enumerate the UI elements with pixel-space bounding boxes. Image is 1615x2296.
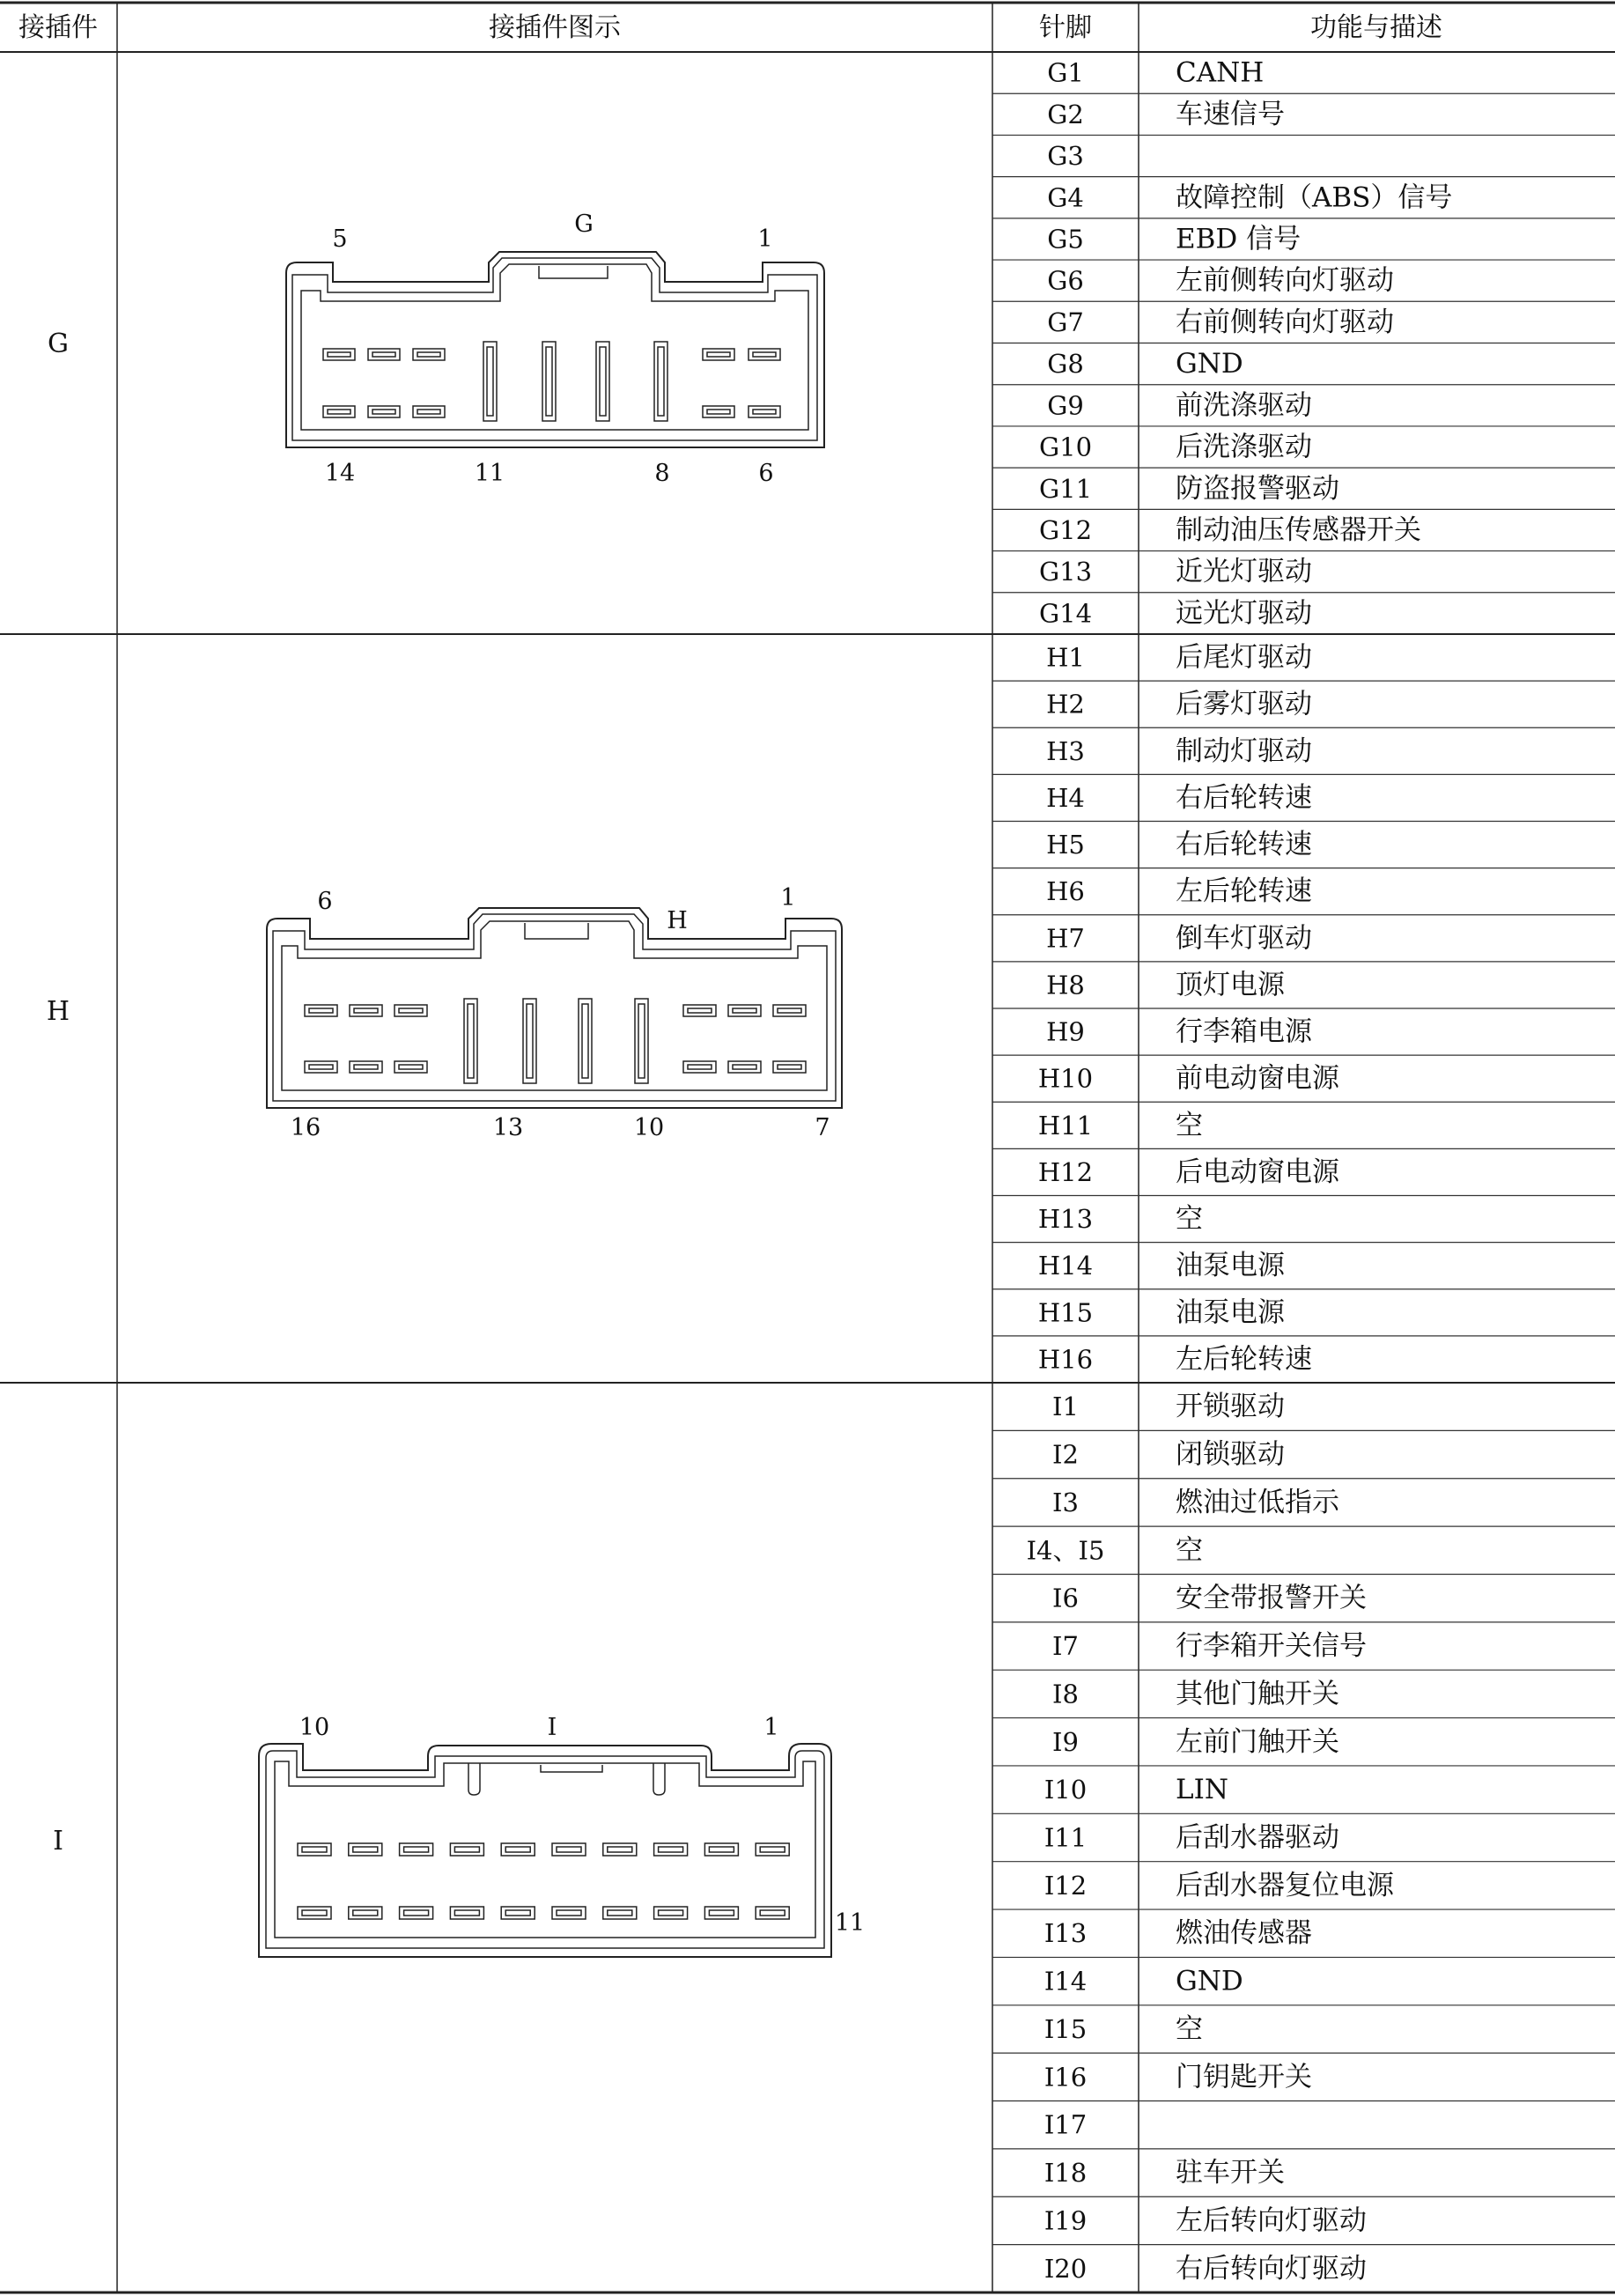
pin-function: 左后转向灯驱动 <box>1176 2204 1367 2237</box>
pin-function: 倒车灯驱动 <box>1176 922 1312 955</box>
connector-h-pins <box>305 999 806 1083</box>
pin-function: 闭锁驱动 <box>1176 1438 1285 1471</box>
pin-function: GND <box>1176 1965 1243 1997</box>
pin-function: 安全带报警开关 <box>1176 1582 1367 1614</box>
pin-function: 开锁驱动 <box>1176 1391 1285 1423</box>
pin-function: 顶灯电源 <box>1176 969 1285 1001</box>
connector-i-pin-terminal <box>302 1910 327 1916</box>
connector-i-pin-terminal <box>404 1847 429 1852</box>
pin-function: 油泵电源 <box>1176 1250 1285 1282</box>
pin-function: 远光灯驱动 <box>1176 597 1312 630</box>
pin-function: 近光灯驱动 <box>1176 556 1312 588</box>
connector-i-label-1: 1 <box>763 1714 779 1741</box>
pin-function: 门钥匙开关 <box>1176 2061 1312 2093</box>
connector-name-h: H <box>46 996 70 1027</box>
pin-id: I11 <box>1043 1822 1088 1853</box>
connector-g-label-1: 1 <box>757 225 773 253</box>
connector-i-pin-terminal <box>505 1910 530 1916</box>
pin-function: 油泵电源 <box>1176 1296 1285 1329</box>
pin-id: H2 <box>1046 689 1085 720</box>
pin-id: H10 <box>1037 1063 1094 1094</box>
connector-h-label-7: 7 <box>815 1114 830 1141</box>
pin-function: 制动油压传感器开关 <box>1176 513 1421 546</box>
connector-i-pin-terminal <box>404 1910 429 1916</box>
pin-id: H6 <box>1046 876 1085 907</box>
pin-function: 防盗报警驱动 <box>1176 472 1339 505</box>
connector-h-label-name: H <box>667 907 688 934</box>
pin-id: G13 <box>1038 557 1093 587</box>
pin-id: G7 <box>1047 306 1084 337</box>
pin-function: 空 <box>1176 1534 1203 1567</box>
connector-i-pin-terminal <box>557 1910 581 1916</box>
header-function: 功能与描述 <box>1310 12 1442 43</box>
pin-function: 后洗涤驱动 <box>1176 431 1312 463</box>
connector-g-pins <box>323 342 780 421</box>
connector-i-pin-terminal <box>454 1910 479 1916</box>
pin-function: 左前侧转向灯驱动 <box>1176 264 1394 297</box>
pin-function: 燃油传感器 <box>1176 1917 1312 1950</box>
pin-id: G9 <box>1047 390 1084 421</box>
connector-name-g: G <box>48 329 69 359</box>
pin-function: CANH <box>1176 56 1265 89</box>
pin-id: H9 <box>1046 1016 1085 1047</box>
connector-i-pin-terminal <box>608 1910 632 1916</box>
pin-function: 左后轮转速 <box>1176 875 1312 908</box>
pin-function: 右后轮转速 <box>1176 781 1312 814</box>
pin-id: I6 <box>1052 1583 1079 1613</box>
pin-id: G2 <box>1047 99 1084 129</box>
connector-i-label-name: I <box>547 1714 557 1741</box>
pin-id: G14 <box>1038 598 1093 629</box>
pin-function: 后雾灯驱动 <box>1176 688 1312 720</box>
pin-function: LIN <box>1176 1774 1228 1806</box>
pin-id: I17 <box>1043 2109 1088 2140</box>
connector-h-label-16: 16 <box>290 1114 321 1141</box>
pin-function: 左前门触开关 <box>1176 1725 1339 1758</box>
connector-i-pin-terminal <box>659 1847 683 1852</box>
connector-i-pin-terminal <box>302 1847 327 1852</box>
header-connector: 接插件 <box>18 12 98 43</box>
pin-id: I18 <box>1043 2158 1088 2189</box>
connector-i-label-11: 11 <box>834 1909 866 1937</box>
pin-rows <box>992 57 1615 2285</box>
pin-id: H13 <box>1037 1204 1094 1235</box>
table-grid <box>0 3 1615 2292</box>
pin-function: 空 <box>1176 2012 1203 2045</box>
connector-h-label-1: 1 <box>780 884 796 912</box>
connector-i-pin-terminal <box>760 1910 785 1916</box>
connector-i-pin-terminal <box>353 1847 378 1852</box>
pin-function: 燃油过低指示 <box>1176 1486 1339 1518</box>
pin-id: G8 <box>1047 349 1084 380</box>
connector-i-pins <box>298 1843 789 1919</box>
pin-id: H16 <box>1037 1344 1094 1375</box>
pin-id: H15 <box>1037 1297 1094 1328</box>
pin-function: 驻车开关 <box>1176 2157 1285 2189</box>
pin-id: I7 <box>1052 1631 1079 1662</box>
pin-id: H4 <box>1046 782 1085 813</box>
connector-g-label-5: 5 <box>332 225 348 253</box>
connector-i-pin-terminal <box>353 1910 378 1916</box>
pin-function: 左后轮转速 <box>1176 1343 1312 1376</box>
connector-names <box>47 329 70 1857</box>
pin-id: I16 <box>1043 2062 1088 2093</box>
pin-id: G12 <box>1038 514 1093 545</box>
pin-id: I12 <box>1043 1870 1088 1901</box>
pin-function: 后刮水器复位电源 <box>1176 1869 1394 1901</box>
pin-id: G6 <box>1047 265 1084 296</box>
pin-function: 其他门触开关 <box>1176 1678 1339 1710</box>
connector-g-label-8: 8 <box>654 460 670 487</box>
pin-function: 空 <box>1176 1109 1203 1141</box>
connector-g-diagram <box>286 210 824 487</box>
pin-id: H7 <box>1046 923 1085 954</box>
pin-function: 制动灯驱动 <box>1176 735 1312 767</box>
pin-function: 后电动窗电源 <box>1176 1155 1339 1188</box>
pin-function: 后尾灯驱动 <box>1176 641 1312 674</box>
pin-id: I4、I5 <box>1026 1535 1105 1566</box>
pin-id: H1 <box>1046 642 1085 673</box>
connector-i-pin-terminal <box>760 1847 785 1852</box>
pin-function: 车速信号 <box>1176 98 1285 130</box>
pin-id: H14 <box>1037 1251 1094 1281</box>
connector-i-pin-terminal <box>659 1910 683 1916</box>
pin-function: 前洗涤驱动 <box>1176 389 1312 422</box>
pin-id: I15 <box>1043 2013 1088 2044</box>
pin-id: I2 <box>1052 1439 1079 1470</box>
connector-h-label-13: 13 <box>492 1114 524 1141</box>
connector-i-pin-terminal <box>557 1847 581 1852</box>
connector-i-pin-terminal <box>505 1847 530 1852</box>
pin-function: 空 <box>1176 1203 1203 1236</box>
pin-id: I3 <box>1052 1487 1079 1517</box>
connector-h-label-6: 6 <box>317 888 333 915</box>
pin-id: H3 <box>1046 735 1085 766</box>
connector-h-diagram <box>267 884 842 1141</box>
pin-function: 右后转向灯驱动 <box>1176 2252 1367 2285</box>
connector-g-label-11: 11 <box>474 460 505 487</box>
connector-i-pin-terminal <box>709 1847 734 1852</box>
pin-id: G11 <box>1038 473 1093 504</box>
pin-id: I8 <box>1052 1679 1079 1709</box>
table-header <box>18 12 1442 43</box>
connector-i-pin-terminal <box>454 1847 479 1852</box>
pin-id: I9 <box>1052 1726 1079 1757</box>
connector-name-i: I <box>53 1826 63 1857</box>
pin-id: G3 <box>1047 141 1084 172</box>
pin-function: 前电动窗电源 <box>1176 1062 1339 1095</box>
pin-id: G5 <box>1047 224 1084 255</box>
connector-h-label-10: 10 <box>633 1114 665 1141</box>
pin-id: H11 <box>1037 1110 1094 1141</box>
pin-function: 后刮水器驱动 <box>1176 1821 1339 1854</box>
header-pin: 针脚 <box>1039 12 1092 43</box>
pin-id: H5 <box>1046 830 1085 860</box>
pin-id: I14 <box>1043 1966 1088 1997</box>
pin-function: 行李箱开关信号 <box>1176 1630 1367 1663</box>
connector-i-pin-terminal <box>608 1847 632 1852</box>
pin-id: H8 <box>1046 970 1085 1000</box>
pin-function: 故障控制（ABS）信号 <box>1176 181 1453 214</box>
connector-i-label-10: 10 <box>299 1714 330 1741</box>
pin-id: I1 <box>1052 1392 1079 1422</box>
pin-function: GND <box>1176 348 1243 380</box>
header-diagram: 接插件图示 <box>489 12 621 43</box>
pin-id: G4 <box>1047 182 1084 213</box>
pin-function: 行李箱电源 <box>1176 1015 1312 1048</box>
pin-id: I13 <box>1043 1918 1088 1949</box>
pin-id: I10 <box>1043 1775 1088 1805</box>
connector-g-label-6: 6 <box>758 460 774 487</box>
pin-function: 右前侧转向灯驱动 <box>1176 306 1394 338</box>
pin-id: G10 <box>1038 432 1093 462</box>
pin-function: EBD 信号 <box>1176 223 1302 255</box>
pin-id: I19 <box>1043 2205 1088 2236</box>
pin-id: H12 <box>1037 1156 1094 1187</box>
pin-id: I20 <box>1043 2253 1088 2284</box>
pin-function: 右后轮转速 <box>1176 829 1312 861</box>
connector-g-label-14: 14 <box>324 460 356 487</box>
connector-g-label-name: G <box>574 210 594 238</box>
connector-i-diagram <box>259 1714 865 1957</box>
connector-i-pin-terminal <box>709 1910 734 1916</box>
pin-id: G1 <box>1047 57 1084 88</box>
